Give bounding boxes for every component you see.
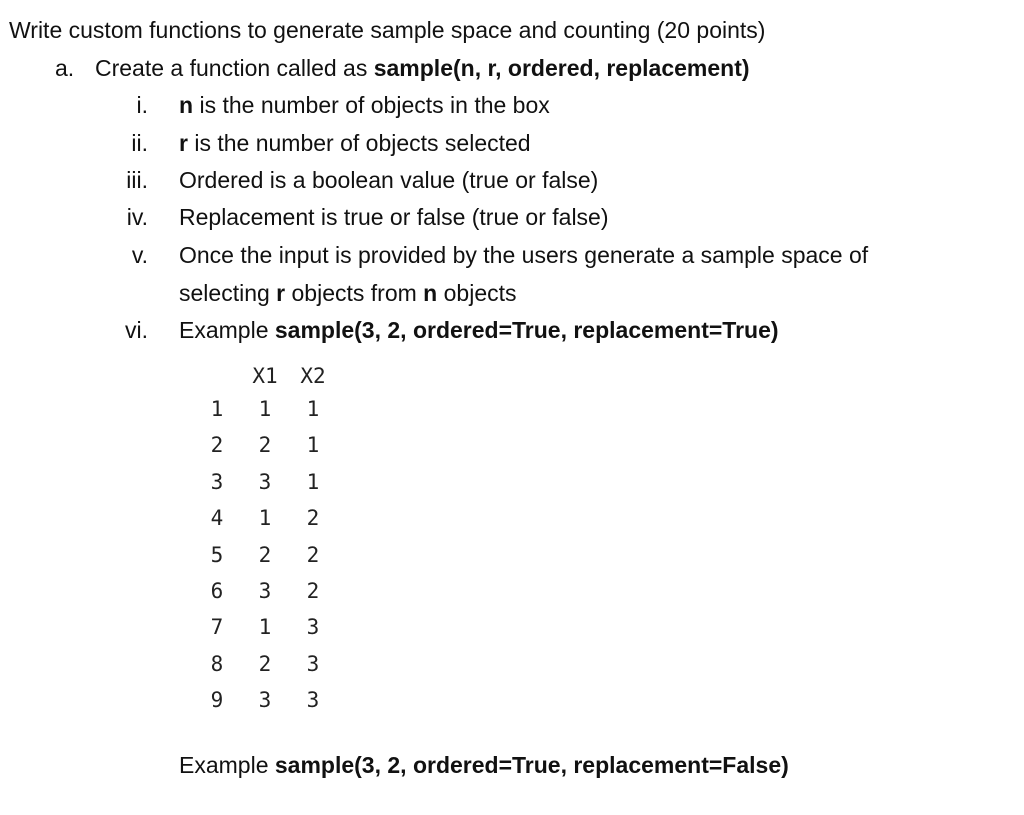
subquestion-text-plain: Create a function called as [95,55,374,81]
list-item-text [179,91,550,119]
plain-text: is the number of objects selected [187,130,531,156]
list-item-marker: iii. [126,167,148,193]
table-row-index: 8 [210,652,224,676]
table-cell: 2 [258,433,272,457]
list-item-marker: vi. [125,317,148,343]
table-cell: 1 [258,506,272,530]
plain-text: objects from [285,280,424,306]
table-row-index: 9 [210,688,224,712]
table-header-cell: X1 [252,364,278,388]
list-item-text [179,316,779,344]
table-row-index: 7 [210,615,224,639]
bold-text: r [276,280,286,306]
table-row-index: 5 [210,543,224,567]
table-cell: 3 [306,615,320,639]
list-item-text [179,166,598,194]
subquestion-marker: a. [55,55,75,81]
table-cell: 1 [258,615,272,639]
plain-text: is the number of objects in the box [193,92,550,118]
table-row-index: 6 [210,579,224,603]
table-row-index: 4 [210,506,224,530]
bold-text: r [179,130,188,156]
table-cell: 1 [258,397,272,421]
table-row-index: 1 [210,397,224,421]
plain-text: Replacement is true or false (true or false) [179,204,609,230]
table-cell: 3 [258,470,272,494]
plain-text: objects [437,280,517,306]
plain-text: selecting [179,280,277,306]
plain-text: Example [179,317,275,343]
bold-text: sample(3, 2, ordered=True, replacement=True) [274,317,779,343]
table-cell: 1 [306,397,320,421]
list-item-marker: iv. [126,204,148,230]
table-cell: 3 [306,652,320,676]
plain-text: Once the input is provided by the users generate a sample space of [179,242,869,268]
table-cell: 3 [306,688,320,712]
question-heading: Write custom functions to generate sample space and counting (20 points) [9,17,766,43]
table-cell: 2 [306,543,320,567]
table-cell: 2 [306,579,320,603]
list-item-marker: i. [136,92,148,118]
table-row-index: 2 [210,433,224,457]
plain-text: Ordered is a boolean value (true or false) [179,167,599,193]
table-cell: 2 [306,506,320,530]
table-cell: 2 [258,652,272,676]
subquestion-text [95,54,750,82]
example2-label: Example [179,752,275,778]
example2-line [179,751,789,779]
example2-call: sample(3, 2, ordered=True, replacement=False) [274,752,789,778]
table-cell: 3 [258,579,272,603]
table-cell: 3 [258,688,272,712]
list-item-text [179,279,517,307]
subquestion-function-signature: sample(n, r, ordered, replacement) [373,55,750,81]
bold-text: n [179,92,194,118]
table-cell: 1 [306,470,320,494]
bold-text: n [423,280,438,306]
list-item-marker: ii. [131,130,148,156]
list-item-marker: v. [131,242,148,268]
table-cell: 1 [306,433,320,457]
list-item-text [179,129,531,157]
list-item-text [179,203,609,231]
table-header-cell: X2 [300,364,326,388]
table-cell: 2 [258,543,272,567]
table-row-index: 3 [210,470,224,494]
list-item-text [179,241,868,269]
